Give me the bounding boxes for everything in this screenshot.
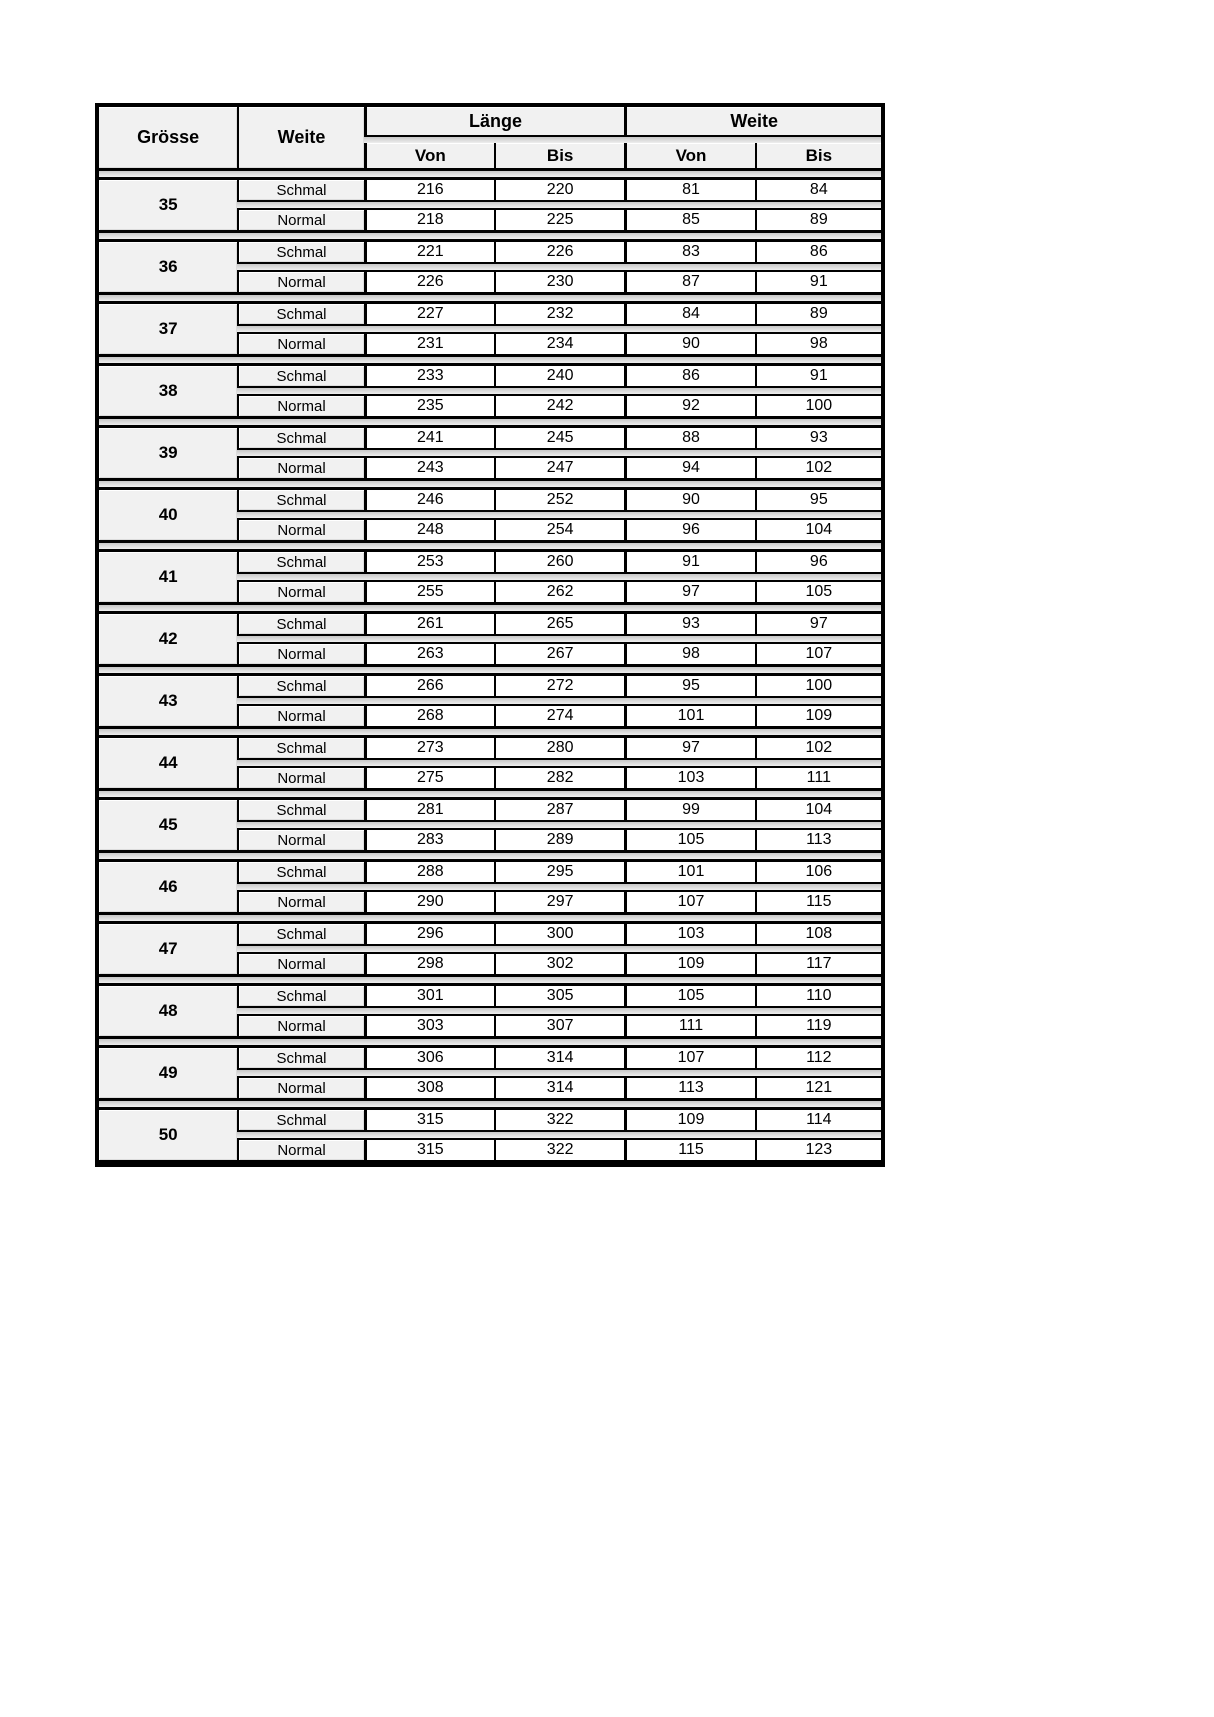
- weite-bis-cell: 112: [755, 1045, 881, 1070]
- weite-von-cell: 95: [624, 673, 754, 698]
- weite-von-cell: 109: [624, 1107, 754, 1132]
- width-type-cell: Schmal: [237, 1045, 363, 1070]
- width-type-cell: Normal: [237, 952, 363, 977]
- size-cell: 50: [99, 1107, 237, 1163]
- laenge-von-cell: 218: [364, 208, 494, 233]
- width-type-cell: Normal: [237, 394, 363, 419]
- width-type-cell: Normal: [237, 1076, 363, 1101]
- weite-bis-cell: 89: [755, 301, 881, 326]
- table-row-schmal: [99, 363, 881, 388]
- table-row-schmal: [99, 1107, 881, 1132]
- laenge-von-cell: 241: [364, 425, 494, 450]
- laenge-bis-cell: 307: [494, 1014, 624, 1039]
- width-type-cell: Schmal: [237, 673, 363, 698]
- weite-von-cell: 94: [624, 456, 754, 481]
- weite-bis-cell: 97: [755, 611, 881, 636]
- laenge-bis-cell: 234: [494, 332, 624, 357]
- laenge-von-cell: 283: [364, 828, 494, 853]
- header-weite-type: Weite: [237, 107, 363, 171]
- size-cell: 41: [99, 549, 237, 605]
- weite-bis-cell: 119: [755, 1014, 881, 1039]
- weite-von-cell: 85: [624, 208, 754, 233]
- table-row-schmal: [99, 549, 881, 574]
- laenge-bis-cell: 302: [494, 952, 624, 977]
- weite-bis-cell: 104: [755, 797, 881, 822]
- width-type-cell: Schmal: [237, 301, 363, 326]
- weite-bis-cell: 102: [755, 456, 881, 481]
- weite-von-cell: 107: [624, 890, 754, 915]
- header-weite-bis: Bis: [755, 143, 881, 171]
- size-cell: 49: [99, 1045, 237, 1101]
- laenge-von-cell: 301: [364, 983, 494, 1008]
- laenge-bis-cell: 226: [494, 239, 624, 264]
- laenge-von-cell: 235: [364, 394, 494, 419]
- table-row-schmal: [99, 797, 881, 822]
- laenge-von-cell: 263: [364, 642, 494, 667]
- width-type-cell: Normal: [237, 890, 363, 915]
- weite-bis-cell: 89: [755, 208, 881, 233]
- weite-von-cell: 88: [624, 425, 754, 450]
- laenge-bis-cell: 252: [494, 487, 624, 512]
- table-row-schmal: [99, 983, 881, 1008]
- weite-von-cell: 86: [624, 363, 754, 388]
- weite-bis-cell: 114: [755, 1107, 881, 1132]
- width-type-cell: Normal: [237, 828, 363, 853]
- laenge-bis-cell: 272: [494, 673, 624, 698]
- laenge-bis-cell: 242: [494, 394, 624, 419]
- weite-von-cell: 91: [624, 549, 754, 574]
- weite-bis-cell: 100: [755, 673, 881, 698]
- weite-bis-cell: 121: [755, 1076, 881, 1101]
- weite-von-cell: 87: [624, 270, 754, 295]
- table-row-schmal: [99, 611, 881, 636]
- weite-von-cell: 93: [624, 611, 754, 636]
- laenge-von-cell: 290: [364, 890, 494, 915]
- laenge-bis-cell: 262: [494, 580, 624, 605]
- size-cell: 48: [99, 983, 237, 1039]
- size-cell: 37: [99, 301, 237, 357]
- laenge-bis-cell: 220: [494, 177, 624, 202]
- laenge-von-cell: 273: [364, 735, 494, 760]
- laenge-von-cell: 281: [364, 797, 494, 822]
- weite-von-cell: 81: [624, 177, 754, 202]
- laenge-von-cell: 315: [364, 1138, 494, 1163]
- laenge-bis-cell: 300: [494, 921, 624, 946]
- laenge-von-cell: 221: [364, 239, 494, 264]
- laenge-von-cell: 233: [364, 363, 494, 388]
- laenge-von-cell: 261: [364, 611, 494, 636]
- laenge-von-cell: 268: [364, 704, 494, 729]
- laenge-bis-cell: 274: [494, 704, 624, 729]
- table-row-schmal: [99, 735, 881, 760]
- width-type-cell: Schmal: [237, 1107, 363, 1132]
- laenge-bis-cell: 297: [494, 890, 624, 915]
- width-type-cell: Schmal: [237, 735, 363, 760]
- width-type-cell: Schmal: [237, 611, 363, 636]
- width-type-cell: Schmal: [237, 797, 363, 822]
- weite-bis-cell: 123: [755, 1138, 881, 1163]
- table-row-schmal: [99, 673, 881, 698]
- laenge-bis-cell: 305: [494, 983, 624, 1008]
- width-type-cell: Normal: [237, 270, 363, 295]
- weite-bis-cell: 117: [755, 952, 881, 977]
- weite-von-cell: 92: [624, 394, 754, 419]
- laenge-von-cell: 288: [364, 859, 494, 884]
- header-laenge-group: Länge: [364, 107, 625, 137]
- weite-bis-cell: 86: [755, 239, 881, 264]
- width-type-cell: Normal: [237, 580, 363, 605]
- laenge-von-cell: 303: [364, 1014, 494, 1039]
- laenge-von-cell: 298: [364, 952, 494, 977]
- laenge-von-cell: 315: [364, 1107, 494, 1132]
- weite-von-cell: 105: [624, 828, 754, 853]
- weite-bis-cell: 107: [755, 642, 881, 667]
- table-row-schmal: [99, 487, 881, 512]
- width-type-cell: Schmal: [237, 921, 363, 946]
- laenge-von-cell: 231: [364, 332, 494, 357]
- width-type-cell: Normal: [237, 518, 363, 543]
- weite-von-cell: 90: [624, 332, 754, 357]
- weite-bis-cell: 102: [755, 735, 881, 760]
- size-cell: 45: [99, 797, 237, 853]
- weite-von-cell: 97: [624, 580, 754, 605]
- laenge-bis-cell: 267: [494, 642, 624, 667]
- table-row-schmal: [99, 239, 881, 264]
- shoe-size-chart-table: [95, 103, 885, 1167]
- weite-von-cell: 84: [624, 301, 754, 326]
- weite-bis-cell: 113: [755, 828, 881, 853]
- weite-bis-cell: 95: [755, 487, 881, 512]
- size-cell: 39: [99, 425, 237, 481]
- weite-bis-cell: 91: [755, 363, 881, 388]
- laenge-von-cell: 243: [364, 456, 494, 481]
- weite-von-cell: 103: [624, 921, 754, 946]
- weite-bis-cell: 110: [755, 983, 881, 1008]
- size-cell: 38: [99, 363, 237, 419]
- header-laenge-bis: Bis: [494, 143, 624, 171]
- laenge-bis-cell: 282: [494, 766, 624, 791]
- laenge-von-cell: 216: [364, 177, 494, 202]
- weite-bis-cell: 108: [755, 921, 881, 946]
- weite-von-cell: 96: [624, 518, 754, 543]
- width-type-cell: Schmal: [237, 859, 363, 884]
- weite-bis-cell: 105: [755, 580, 881, 605]
- weite-bis-cell: 100: [755, 394, 881, 419]
- laenge-bis-cell: 287: [494, 797, 624, 822]
- laenge-von-cell: 275: [364, 766, 494, 791]
- weite-bis-cell: 96: [755, 549, 881, 574]
- weite-bis-cell: 109: [755, 704, 881, 729]
- width-type-cell: Normal: [237, 766, 363, 791]
- laenge-von-cell: 227: [364, 301, 494, 326]
- width-type-cell: Schmal: [237, 425, 363, 450]
- weite-von-cell: 98: [624, 642, 754, 667]
- size-cell: 46: [99, 859, 237, 915]
- weite-bis-cell: 115: [755, 890, 881, 915]
- weite-von-cell: 109: [624, 952, 754, 977]
- laenge-von-cell: 306: [364, 1045, 494, 1070]
- width-type-cell: Normal: [237, 642, 363, 667]
- weite-von-cell: 99: [624, 797, 754, 822]
- size-cell: 40: [99, 487, 237, 543]
- laenge-bis-cell: 322: [494, 1107, 624, 1132]
- laenge-bis-cell: 260: [494, 549, 624, 574]
- laenge-bis-cell: 230: [494, 270, 624, 295]
- size-cell: 42: [99, 611, 237, 667]
- width-type-cell: Schmal: [237, 239, 363, 264]
- weite-von-cell: 113: [624, 1076, 754, 1101]
- size-cell: 36: [99, 239, 237, 295]
- width-type-cell: Normal: [237, 456, 363, 481]
- weite-bis-cell: 93: [755, 425, 881, 450]
- weite-bis-cell: 111: [755, 766, 881, 791]
- laenge-bis-cell: 314: [494, 1076, 624, 1101]
- laenge-von-cell: 308: [364, 1076, 494, 1101]
- size-chart-body: [99, 171, 881, 1163]
- laenge-von-cell: 296: [364, 921, 494, 946]
- laenge-bis-cell: 247: [494, 456, 624, 481]
- laenge-bis-cell: 280: [494, 735, 624, 760]
- table-row-schmal: [99, 177, 881, 202]
- weite-von-cell: 105: [624, 983, 754, 1008]
- laenge-bis-cell: 225: [494, 208, 624, 233]
- weite-von-cell: 97: [624, 735, 754, 760]
- laenge-von-cell: 246: [364, 487, 494, 512]
- weite-von-cell: 107: [624, 1045, 754, 1070]
- laenge-bis-cell: 232: [494, 301, 624, 326]
- width-type-cell: Normal: [237, 704, 363, 729]
- laenge-bis-cell: 240: [494, 363, 624, 388]
- size-cell: 47: [99, 921, 237, 977]
- laenge-von-cell: 253: [364, 549, 494, 574]
- table-row-schmal: [99, 301, 881, 326]
- width-type-cell: Normal: [237, 208, 363, 233]
- laenge-bis-cell: 289: [494, 828, 624, 853]
- table-row-schmal: [99, 859, 881, 884]
- width-type-cell: Schmal: [237, 363, 363, 388]
- width-type-cell: Schmal: [237, 983, 363, 1008]
- weite-von-cell: 101: [624, 859, 754, 884]
- table-row-schmal: [99, 425, 881, 450]
- weite-von-cell: 103: [624, 766, 754, 791]
- size-cell: 43: [99, 673, 237, 729]
- weite-von-cell: 111: [624, 1014, 754, 1039]
- header-groesse: Grösse: [99, 107, 237, 171]
- width-type-cell: Normal: [237, 332, 363, 357]
- laenge-von-cell: 226: [364, 270, 494, 295]
- table-row-schmal: [99, 921, 881, 946]
- width-type-cell: Schmal: [237, 487, 363, 512]
- weite-bis-cell: 84: [755, 177, 881, 202]
- weite-von-cell: 83: [624, 239, 754, 264]
- size-cell: 35: [99, 177, 237, 233]
- size-cell: 44: [99, 735, 237, 791]
- laenge-bis-cell: 265: [494, 611, 624, 636]
- laenge-bis-cell: 245: [494, 425, 624, 450]
- weite-bis-cell: 91: [755, 270, 881, 295]
- weite-bis-cell: 104: [755, 518, 881, 543]
- table-row-schmal: [99, 1045, 881, 1070]
- laenge-von-cell: 248: [364, 518, 494, 543]
- width-type-cell: Normal: [237, 1138, 363, 1163]
- weite-von-cell: 101: [624, 704, 754, 729]
- header-group-row: [99, 107, 881, 137]
- laenge-bis-cell: 322: [494, 1138, 624, 1163]
- header-weite-von: Von: [624, 143, 754, 171]
- weite-bis-cell: 106: [755, 859, 881, 884]
- header-laenge-von: Von: [364, 143, 494, 171]
- laenge-bis-cell: 314: [494, 1045, 624, 1070]
- width-type-cell: Schmal: [237, 177, 363, 202]
- laenge-bis-cell: 254: [494, 518, 624, 543]
- weite-von-cell: 90: [624, 487, 754, 512]
- width-type-cell: Normal: [237, 1014, 363, 1039]
- laenge-bis-cell: 295: [494, 859, 624, 884]
- weite-bis-cell: 98: [755, 332, 881, 357]
- laenge-von-cell: 266: [364, 673, 494, 698]
- laenge-von-cell: 255: [364, 580, 494, 605]
- width-type-cell: Schmal: [237, 549, 363, 574]
- weite-von-cell: 115: [624, 1138, 754, 1163]
- header-weite-group: Weite: [624, 107, 881, 137]
